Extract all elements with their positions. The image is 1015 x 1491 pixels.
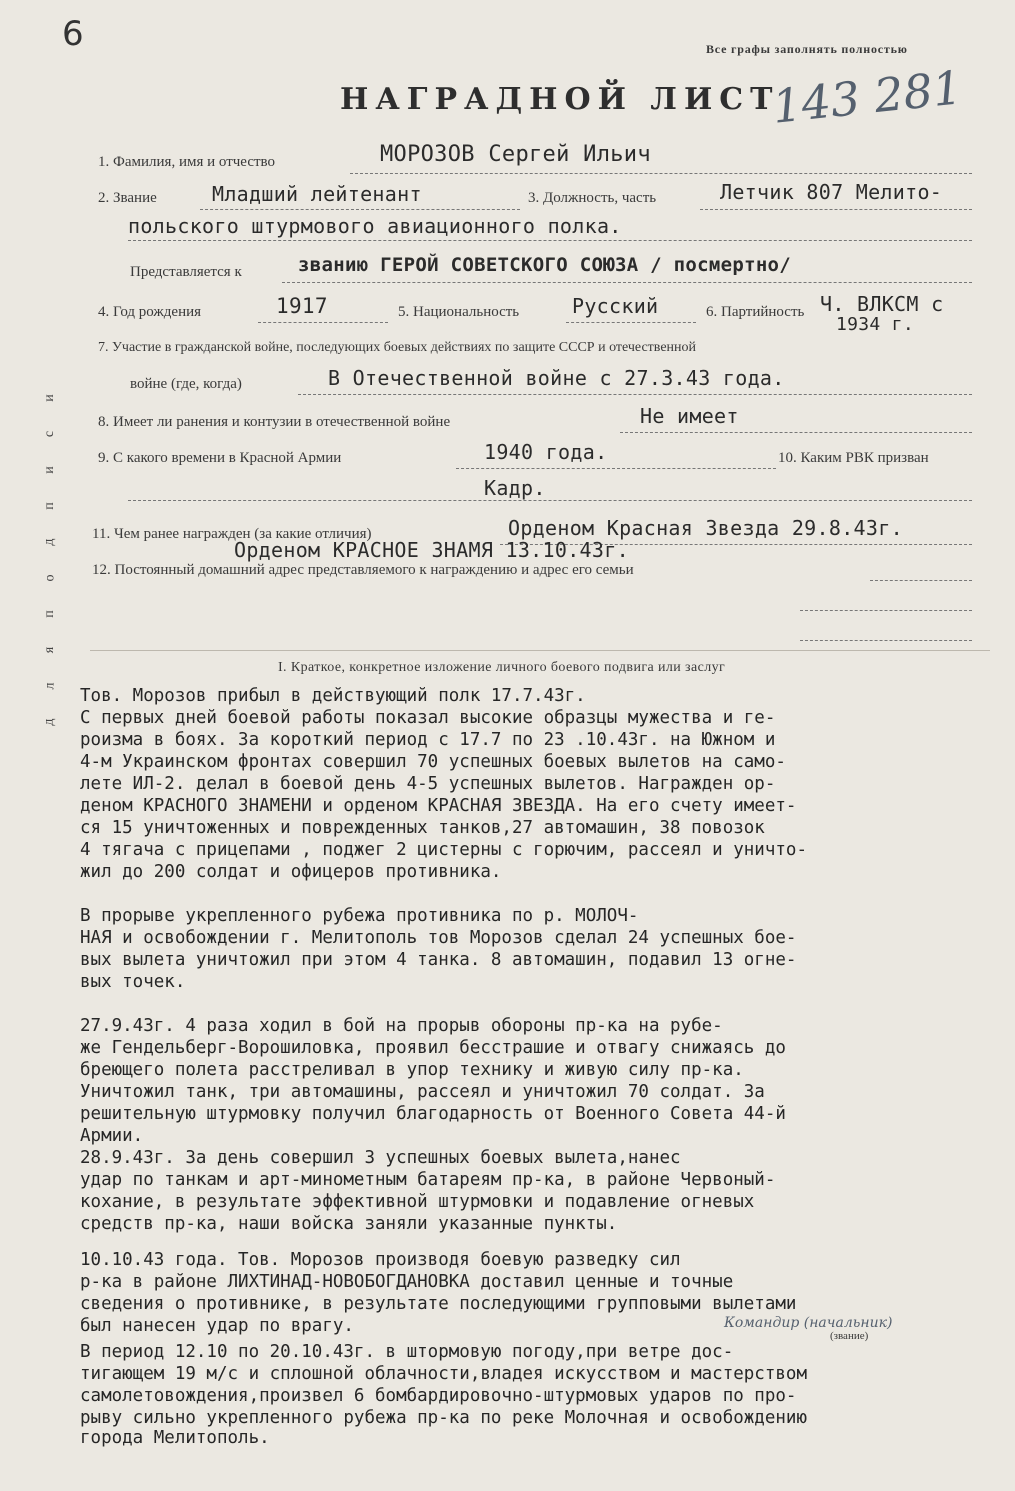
narrative-line: 28.9.43г. За день совершил 3 успешных боевых вылета,нанес bbox=[80, 1148, 681, 1168]
narrative-line: кохание, в результате эффективной штурмовки и подавление огневых bbox=[80, 1192, 755, 1212]
narrative-line: вых вылета уничтожил при этом 4 танка. 8 автомашин, подавил 13 огне- bbox=[80, 950, 797, 970]
narrative-line: тигающем 19 м/с и сплошной облачности,владея искусством и мастерством bbox=[80, 1364, 807, 1384]
narrative-line: 4 тягача с прицепами , поджег 2 цистерны с горючим, рассеял и уничто- bbox=[80, 840, 807, 860]
margin-letter: п bbox=[42, 610, 57, 618]
section-heading: I. Краткое, конкретное изложение личного боевого подвига или заслуг bbox=[278, 660, 726, 675]
margin-letter: д bbox=[42, 718, 57, 726]
narrative-line: Тов. Морозов прибыл в действующий полк 17.7.43г. bbox=[80, 686, 586, 706]
narrative-line: лете ИЛ-2. делал в боевой день 4-5 успешных вылетов. Награжден ор- bbox=[80, 774, 776, 794]
field-12-line-3 bbox=[800, 640, 972, 641]
field-1-value: МОРОЗОВ Сергей Ильич bbox=[380, 142, 651, 167]
narrative-line: ся 15 уничтоженных и поврежденных танков,27 автомашин, 38 повозок bbox=[80, 818, 765, 838]
narrative-line: же Гендельберг-Ворошиловка, проявил бесстрашие и отвагу снижаясь до bbox=[80, 1038, 786, 1058]
field-6-value-1: Ч. ВЛКСМ с bbox=[820, 292, 944, 316]
narrative-line: роизма в боях. За короткий период с 17.7 по 23 .10.43г. на Южном и bbox=[80, 730, 776, 750]
margin-letter: д bbox=[42, 538, 57, 546]
commander-label: Командир (начальник) bbox=[724, 1315, 893, 1331]
field-12-line-2 bbox=[800, 610, 972, 611]
field-4-value: 1917 bbox=[276, 294, 328, 318]
margin-letter: и bbox=[42, 394, 57, 402]
handwritten-number: 143 281 bbox=[769, 60, 965, 134]
narrative-line: жил до 200 солдат и офицеров противника. bbox=[80, 862, 502, 882]
presented-label: Представляется к bbox=[130, 264, 242, 280]
narrative-line: средств пр-ка, наши войска заняли указанные пункты. bbox=[80, 1214, 618, 1234]
presented-line bbox=[282, 282, 972, 283]
field-7-label-1: 7. Участие в гражданской войне, последующих боевых действиях по защите СССР и отечественной bbox=[98, 340, 697, 355]
field-1-label: 1. Фамилия, имя и отчество bbox=[98, 154, 276, 170]
field-3-line bbox=[700, 209, 972, 210]
field-5-label: 5. Национальность bbox=[398, 304, 520, 320]
field-2-line bbox=[200, 209, 520, 210]
rank-label: (звание) bbox=[830, 1330, 869, 1342]
field-11-value-1: Орденом Красная Звезда 29.8.43г. bbox=[508, 516, 903, 540]
narrative-line: деном КРАСНОГО ЗНАМЕНИ и орденом КРАСНАЯ ЗВЕЗДА. На его счету имеет- bbox=[80, 796, 797, 816]
margin-letter: о bbox=[42, 574, 57, 582]
narrative-line: Уничтожил танк, три автомашины, рассеял и уничтожил 70 солдат. За bbox=[80, 1082, 765, 1102]
field-2-value: Младший лейтенант bbox=[212, 182, 422, 206]
field-7-label-2: войне (где, когда) bbox=[130, 376, 242, 392]
narrative-line: р-ка в районе ЛИХТИНАД-НОВОБОГДАНОВКА доставил ценные и точные bbox=[80, 1272, 734, 1292]
margin-vertical-text bbox=[30, 390, 70, 730]
narrative-line: удар по танкам и арт-минометным батареям пр-ка, в районе Червоный- bbox=[80, 1170, 776, 1190]
field-5-value: Русский bbox=[572, 294, 659, 318]
narrative-line: бреющего полета расстреливал в упор технику и живую силу пр-ка. bbox=[80, 1060, 744, 1080]
narrative-line: 10.10.43 года. Тов. Морозов производя боевую разведку сил bbox=[80, 1250, 681, 1270]
narrative-line: решительную штурмовку получил благодарность от Военного Совета 44-й bbox=[80, 1104, 786, 1124]
field-3-label: 3. Должность, часть bbox=[528, 190, 657, 206]
narrative-line: 4-м Украинском фронтах совершил 70 успешных боевых вылетов на само- bbox=[80, 752, 786, 772]
field-6-value-2: 1934 г. bbox=[836, 314, 914, 335]
field-8-line bbox=[620, 432, 972, 433]
field-10-value: Кадр. bbox=[484, 476, 546, 500]
narrative-line: В прорыве укрепленного рубежа противника по р. МОЛОЧ- bbox=[80, 906, 639, 926]
margin-letter: я bbox=[41, 646, 57, 654]
narrative-line: рыву сильно укрепленного рубежа пр-ка по реке Молочная и освобождению bbox=[80, 1408, 807, 1428]
field-9-label: 9. С какого времени в Красной Армии bbox=[98, 450, 342, 466]
field-4-line bbox=[258, 322, 388, 323]
field-11-value-2: Орденом КРАСНОЕ ЗНАМЯ 13.10.43г. bbox=[234, 538, 629, 562]
page-title: НАГРАДНОЙ ЛИСТ bbox=[340, 82, 780, 117]
narrative-line: Армии. bbox=[80, 1126, 144, 1146]
field-10-line bbox=[128, 500, 972, 501]
field-7-line bbox=[298, 394, 972, 395]
page-number: 6 bbox=[62, 14, 84, 54]
margin-letter: л bbox=[42, 682, 57, 690]
field-8-value: Не имеет bbox=[640, 404, 739, 428]
narrative-line: В период 12.10 по 20.10.43г. в штормовую погоду,при ветре дос- bbox=[80, 1342, 734, 1362]
narrative-line: города Мелитополь. bbox=[80, 1428, 270, 1448]
field-10-label: 10. Каким РВК призван bbox=[778, 450, 929, 466]
field-3-line-2 bbox=[128, 240, 972, 241]
field-7-value: В Отечественной войне с 27.3.43 года. bbox=[328, 366, 785, 390]
field-9-line bbox=[456, 468, 776, 469]
narrative-line: был нанесен удар по врагу. bbox=[80, 1316, 354, 1336]
narrative-line: С первых дней боевой работы показал высокие образцы мужества и ге- bbox=[80, 708, 776, 728]
field-12-line bbox=[870, 580, 972, 581]
margin-letter: с bbox=[42, 430, 57, 438]
field-4-label: 4. Год рождения bbox=[98, 304, 202, 320]
field-6-label: 6. Партийность bbox=[706, 304, 805, 320]
narrative-line: вых точек. bbox=[80, 972, 186, 992]
fill-instruction: Все графы заполнять полностью bbox=[706, 42, 908, 56]
margin-letter: и bbox=[42, 466, 57, 474]
field-11-label: 11. Чем ранее награжден (за какие отличия) bbox=[92, 526, 372, 542]
field-9-value: 1940 года. bbox=[484, 440, 608, 464]
fold-line bbox=[90, 650, 990, 651]
field-12-label: 12. Постоянный домашний адрес представляемого к награждению и адрес его семьи bbox=[92, 562, 634, 578]
narrative-line: 27.9.43г. 4 раза ходил в бой на прорыв обороны пр-ка на рубе- bbox=[80, 1016, 723, 1036]
field-2-label: 2. Звание bbox=[98, 190, 157, 206]
margin-letter: п bbox=[42, 502, 57, 510]
field-1-line bbox=[350, 173, 972, 174]
field-5-line bbox=[566, 322, 696, 323]
narrative-line: самолетовождения,произвел 6 бомбардировочно-штурмовых ударов по про- bbox=[80, 1386, 797, 1406]
field-3-value-2: польского штурмового авиационного полка. bbox=[128, 214, 622, 238]
field-8-label: 8. Имеет ли ранения и контузии в отечественной войне bbox=[98, 414, 451, 430]
field-3-value-1: Летчик 807 Мелито- bbox=[720, 180, 943, 204]
narrative-line: сведения о противнике, в результате последующими групповыми вылетами bbox=[80, 1294, 797, 1314]
presented-value: званию ГЕРОЙ СОВЕТСКОГО СОЮЗА / посмертно/ bbox=[298, 254, 792, 276]
narrative-line: НАЯ и освобождении г. Мелитополь тов Морозов сделал 24 успешных бое- bbox=[80, 928, 797, 948]
